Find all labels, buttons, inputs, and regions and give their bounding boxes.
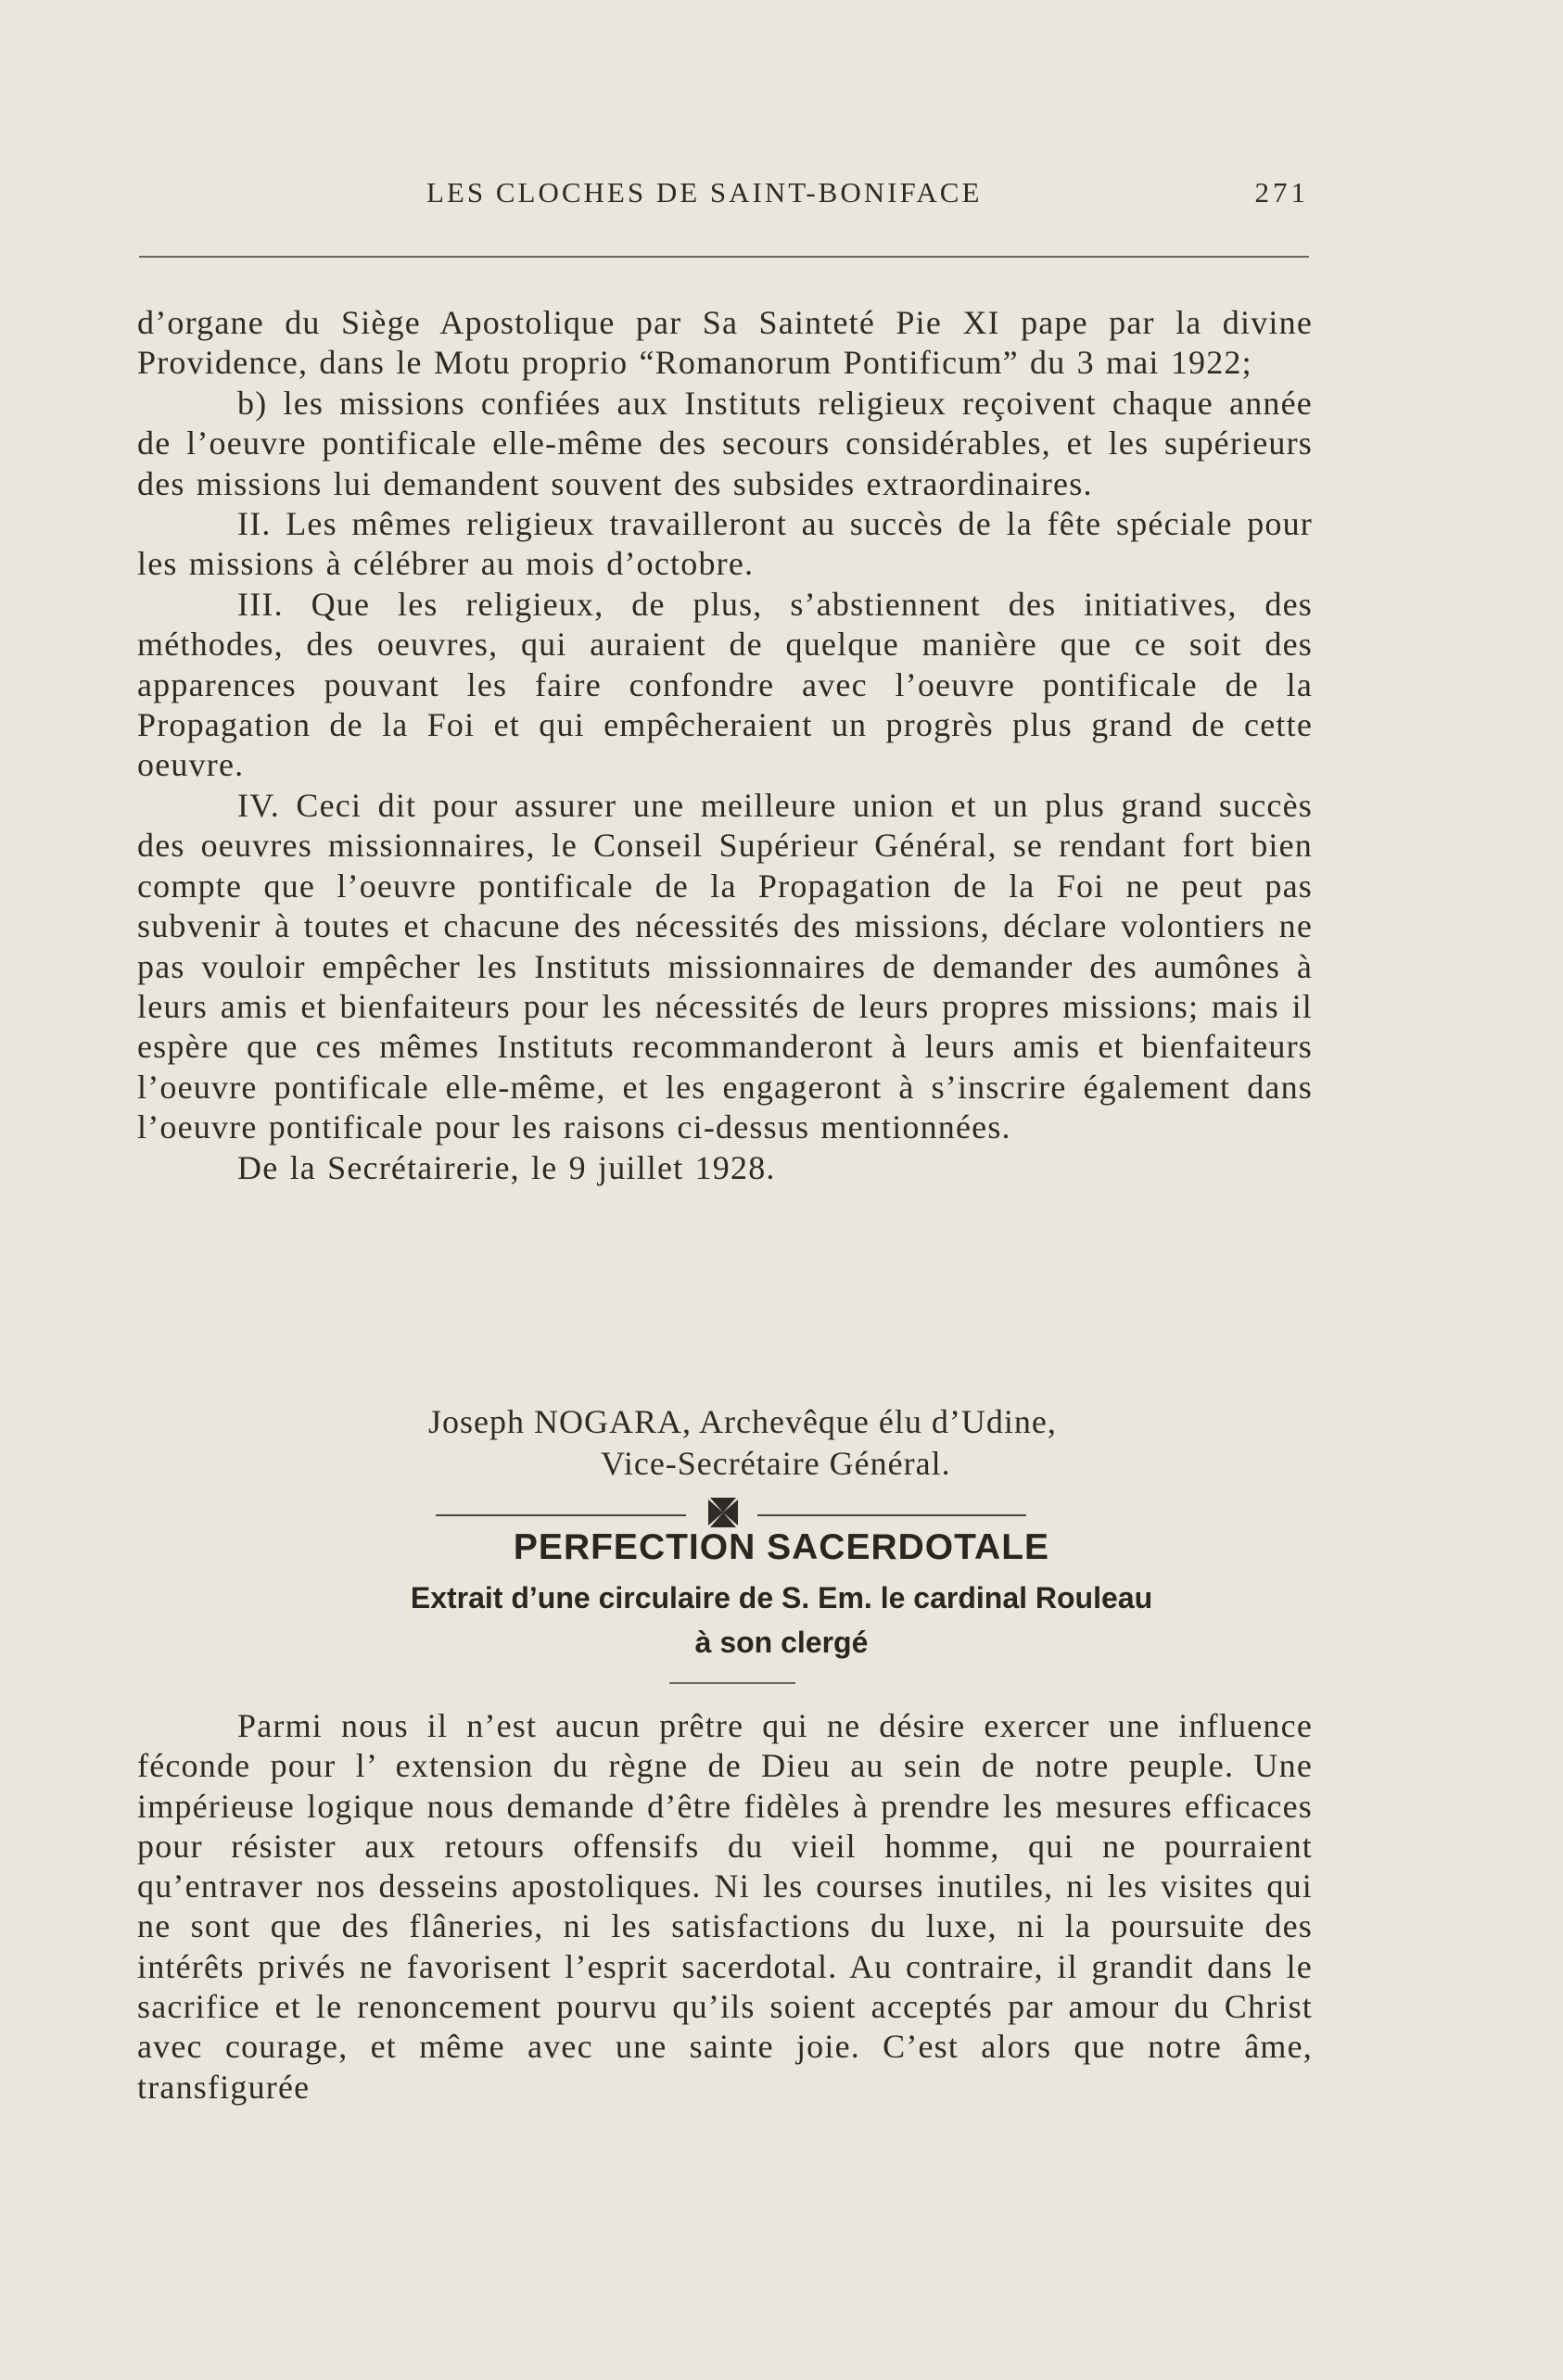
section-divider <box>436 1501 1020 1529</box>
article-body <box>137 1706 1313 2108</box>
divider-rule-right <box>757 1514 1026 1516</box>
section-subtitle-line2: à son clergé <box>694 1626 869 1659</box>
signature-title: Vice-Secrétaire Général. <box>601 1445 951 1482</box>
letter-body <box>137 303 1313 1188</box>
section-subtitle-line1: Extrait d’une circulaire de S. Em. le cardinal Rouleau <box>410 1581 1153 1614</box>
article-paragraph: Parmi nous il n’est aucun prêtre qui ne désire exercer une influence féconde pour l’ extension du règne de Dieu au sein de notre peuple. Une impérieuse logique nous demande d’être fidèles à prendre les mesures efficaces pour résister aux retours offensifs du vieil homme, qui ne pourraient qu’entraver nos desseins apostoliques. Ni les courses inutiles, ni les visites qui ne sont que des flâneries, ni les satisfactions du luxe, ni la poursuite des intérêts privés ne favorisent l’esprit sacerdotal. Au contraire, il grandit dans le sacrifice et le renoncement pourvu qu’ils soient acceptés par amour du Christ avec courage, et même avec une sainte joie. C’est alors que notre âme, transfigurée <box>137 1707 1313 2106</box>
running-title: LES CLOCHES DE SAINT-BONIFACE <box>426 176 983 209</box>
subtitle-rule <box>669 1682 795 1684</box>
signature-name: Joseph NOGARA, Archevêque élu d’Udine, <box>428 1403 1057 1440</box>
paragraph-b: b) les missions confiées aux Instituts religieux reçoivent chaque année de l’oeuvre pontificale elle-même des secours considérables, et les supérieurs des missions lui demandent souvent des subsides extraordinaires. <box>137 384 1313 502</box>
paragraph-ii: II. Les mêmes religieux travailleront au succès de la fête spéciale pour les missions à célébrer au mois d’octobre. <box>137 505 1313 583</box>
maltese-cross-icon <box>705 1494 742 1531</box>
paragraph-iv: IV. Ceci dit pour assurer une meilleure union et un plus grand succès des oeuvres missionnaires, le Conseil Supérieur Général, se rendant fort bien compte que l’oeuvre pontificale de la Propagation de la Foi ne peut pas subvenir à toutes et chacune des nécessités des missions, déclare volontiers ne pas vouloir empêcher les Instituts missionnaires de demander des aumônes à leurs amis et bienfaiteurs pour les nécessités de leurs propres missions; mais il espère que ces mêmes Instituts recommanderont à leurs amis et bienfaiteurs l’oeuvre pontificale elle-même, et les engageront à s’inscrire également dans l’oeuvre pontificale pour les raisons ci-dessus mentionnées. <box>137 786 1313 1146</box>
section-title: PERFECTION SACERDOTALE <box>513 1527 1050 1567</box>
page-number: 271 <box>1254 176 1309 209</box>
dateline: De la Secrétairerie, le 9 juillet 1928. <box>237 1148 776 1186</box>
divider-rule-left <box>436 1514 686 1516</box>
paragraph-iii: III. Que les religieux, de plus, s’abstiennent des initiatives, des méthodes, des oeuvres, qui auraient de quelque manière que ce soit des apparences pouvant les faire confondre avec l’oeuvre pontificale de la Propagation de la Foi et qui empêcheraient un progrès plus grand de cette oeuvre. <box>137 585 1313 784</box>
paragraph-continuation: d’organe du Siège Apostolique par Sa Sainteté Pie XI pape par la divine Providence, dans le Motu proprio “Romanorum Pontificum” du 3 mai 1922; <box>137 304 1313 382</box>
header-rule <box>139 256 1309 258</box>
